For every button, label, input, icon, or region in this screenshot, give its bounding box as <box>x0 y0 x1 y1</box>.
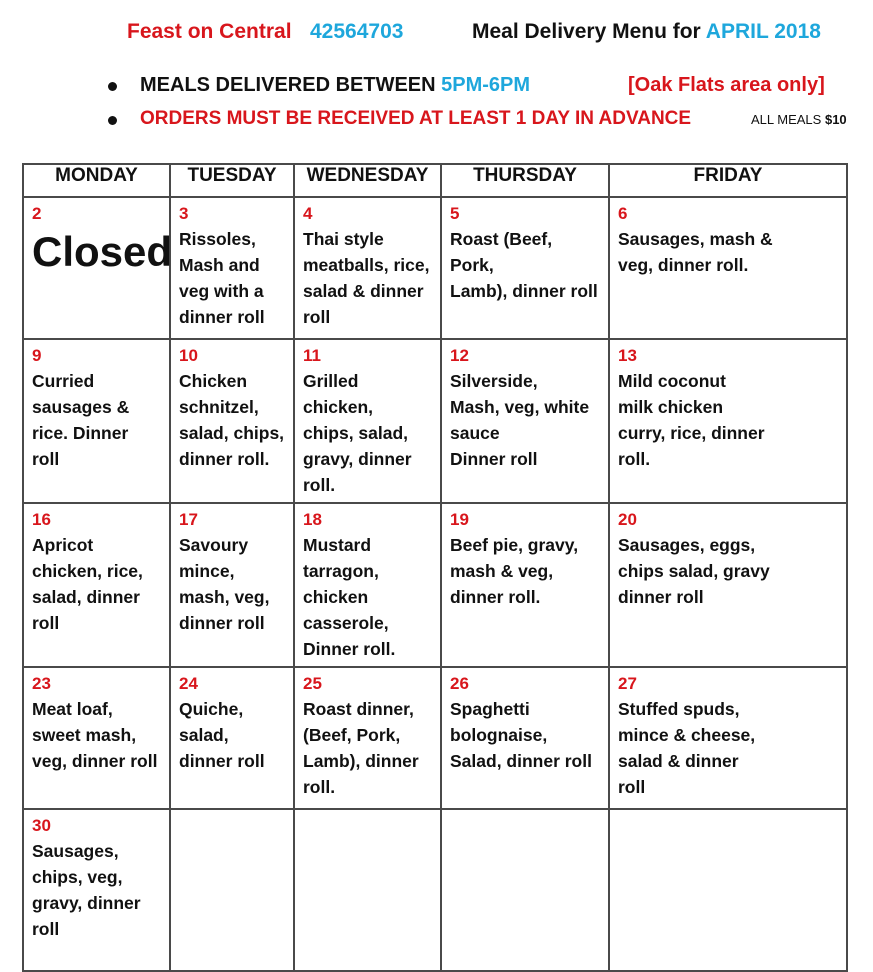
menu-header <box>0 20 873 52</box>
price-label: ALL MEALS <box>751 112 822 127</box>
day-cell-thursday <box>441 809 609 971</box>
day-cell-wednesday <box>294 197 441 339</box>
meal-description: Quiche, salad, dinner roll <box>179 699 265 771</box>
day-number: 13 <box>618 346 637 365</box>
advance-note <box>0 108 873 138</box>
day-cell-tuesday <box>170 339 294 503</box>
weekday-wednesday: WEDNESDAY <box>294 164 441 197</box>
meal-description: Savoury mince, mash, veg, dinner roll <box>179 535 270 633</box>
week-row <box>23 339 847 503</box>
day-cell-tuesday <box>170 667 294 809</box>
meal-description: Sausages, mash & veg, dinner roll. <box>618 229 773 275</box>
meal-description: Silverside, Mash, veg, white sauce Dinner roll <box>450 371 590 469</box>
day-number: 26 <box>450 674 469 693</box>
day-cell-monday <box>23 197 173 339</box>
weekday-monday: MONDAY <box>23 164 170 197</box>
meal-description: Roast (Beef, Pork, Lamb), dinner roll <box>450 229 598 301</box>
day-cell-friday <box>609 339 847 503</box>
meal-description: Sausages, eggs, chips salad, gravy dinner roll <box>618 535 770 607</box>
delivery-hours: 5PM-6PM <box>441 74 531 96</box>
day-number: 10 <box>179 346 198 365</box>
day-number: 19 <box>450 510 469 529</box>
day-number: 6 <box>618 204 628 223</box>
delivery-text <box>140 74 530 97</box>
day-cell-tuesday <box>170 809 294 971</box>
meal-description: Thai style meatballs, rice, salad & dinner roll <box>303 229 430 327</box>
day-cell-monday <box>23 667 170 809</box>
day-cell-thursday <box>441 197 609 339</box>
meal-description: Curried sausages & rice. Dinner roll <box>32 371 130 469</box>
meal-description: Apricot chicken, rice, salad, dinner roll <box>32 535 143 633</box>
weekday-friday: FRIDAY <box>609 164 847 197</box>
day-number: 24 <box>179 674 198 693</box>
day-cell-wednesday <box>294 667 441 809</box>
delivery-prefix: MEALS DELIVERED BETWEEN <box>140 74 436 96</box>
meal-description: Mild coconut milk chicken curry, rice, dinner roll. <box>618 371 765 469</box>
week-row <box>23 197 847 339</box>
closed-label: Closed <box>32 228 173 275</box>
delivery-note <box>0 74 873 104</box>
meal-description: Stuffed spuds, mince & cheese, salad & dinner roll <box>618 699 756 797</box>
meal-description: Rissoles, Mash and veg with a dinner roll <box>179 229 265 327</box>
day-number: 23 <box>32 674 51 693</box>
menu-title-text: Meal Delivery Menu for <box>472 20 701 43</box>
meal-description: Meat loaf, sweet mash, veg, dinner roll <box>32 699 158 771</box>
day-number: 9 <box>32 346 42 365</box>
meal-description: Roast dinner, (Beef, Pork, Lamb), dinner roll. <box>303 699 419 797</box>
week-row <box>23 503 847 667</box>
day-cell-wednesday <box>294 503 441 667</box>
day-cell-tuesday <box>170 197 294 339</box>
day-cell-friday <box>609 197 847 339</box>
meal-description: Beef pie, gravy, mash & veg, dinner roll. <box>450 535 579 607</box>
day-cell-thursday <box>441 339 609 503</box>
day-number: 2 <box>32 204 42 223</box>
day-cell-monday <box>23 339 170 503</box>
weekday-tuesday: TUESDAY <box>170 164 294 197</box>
bullet-icon <box>108 82 117 91</box>
day-number: 20 <box>618 510 637 529</box>
advance-notice: ORDERS MUST BE RECEIVED AT LEAST 1 DAY IN ADVANCE <box>140 108 692 129</box>
day-cell-tuesday <box>170 503 294 667</box>
price-value: $10 <box>824 112 847 127</box>
day-cell-thursday <box>441 667 609 809</box>
meal-description: Mustard tarragon, chicken casserole, Dinner roll. <box>303 535 396 659</box>
menu-month: APRIL 2018 <box>705 20 821 43</box>
day-cell-monday <box>23 503 170 667</box>
day-number: 5 <box>450 204 460 223</box>
meal-description: Sausages, chips, veg, gravy, dinner roll <box>32 841 141 939</box>
day-cell-monday <box>23 809 170 971</box>
day-cell-wednesday <box>294 339 441 503</box>
day-number: 27 <box>618 674 637 693</box>
bullet-icon <box>108 116 117 125</box>
day-cell-friday <box>609 503 847 667</box>
day-number: 18 <box>303 510 322 529</box>
meal-description: Chicken schnitzel, salad, chips, dinner roll. <box>179 371 285 469</box>
day-number: 4 <box>303 204 313 223</box>
business-name: Feast on Central <box>127 20 292 43</box>
day-number: 30 <box>32 816 51 835</box>
day-number: 25 <box>303 674 322 693</box>
day-cell-thursday <box>441 503 609 667</box>
meal-description: Grilled chicken, chips, salad, gravy, dinner roll. <box>303 371 412 495</box>
day-cell-wednesday <box>294 809 441 971</box>
week-row <box>23 667 847 809</box>
weekday-thursday: THURSDAY <box>441 164 609 197</box>
day-number: 12 <box>450 346 469 365</box>
week-row <box>23 809 847 971</box>
price-note <box>751 112 847 127</box>
day-number: 3 <box>179 204 189 223</box>
delivery-area: [Oak Flats area only] <box>628 74 825 96</box>
day-number: 11 <box>303 346 321 365</box>
day-cell-friday <box>609 667 847 809</box>
menu-title <box>472 20 821 44</box>
day-cell-friday <box>609 809 847 971</box>
phone-number: 42564703 <box>310 20 404 43</box>
weekday-header-row <box>23 164 847 197</box>
day-number: 17 <box>179 510 198 529</box>
menu-calendar <box>22 163 848 972</box>
day-number: 16 <box>32 510 51 529</box>
meal-description: Spaghetti bolognaise, Salad, dinner roll <box>450 699 592 771</box>
